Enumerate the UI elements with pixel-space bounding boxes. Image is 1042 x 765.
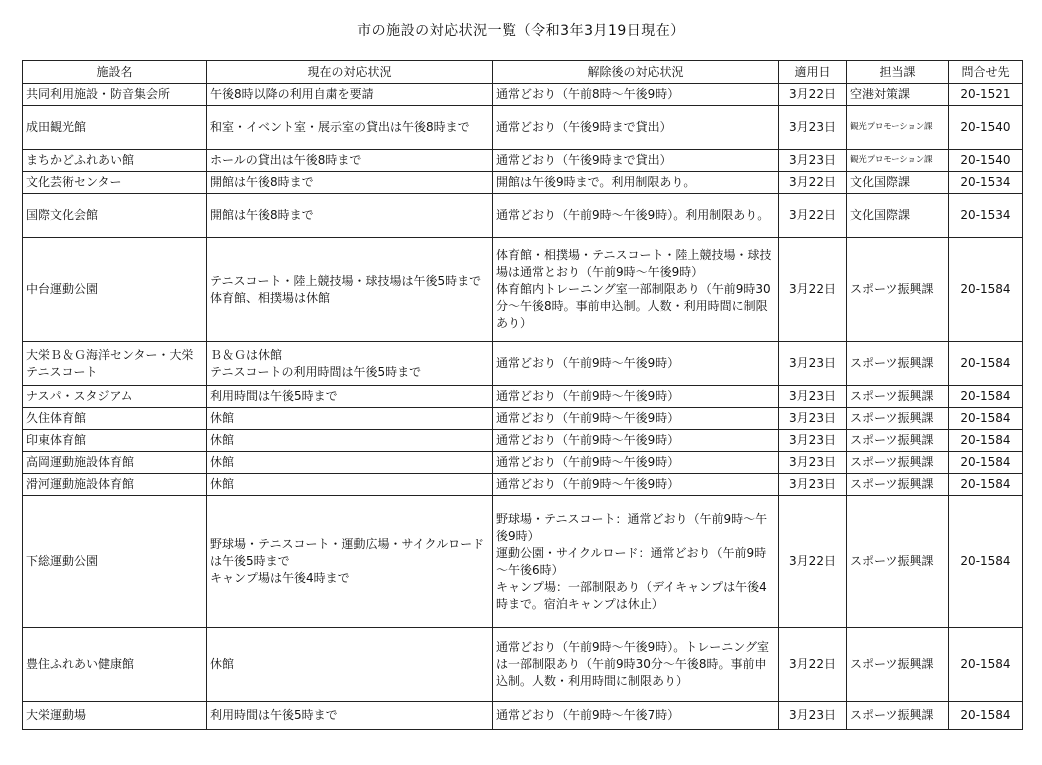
after-status-cell: 通常どおり（午前9時～午後9時）	[493, 408, 779, 430]
current-status-cell: 休館	[207, 628, 493, 702]
current-status-cell: 休館	[207, 408, 493, 430]
contact-cell: 20-1584	[949, 452, 1023, 474]
table-row	[23, 106, 1023, 150]
current-status-cell: 午後8時以降の利用自粛を要請	[207, 84, 493, 106]
effective-date-cell: 3月23日	[779, 386, 847, 408]
facility-name-cell: 成田観光館	[23, 106, 207, 150]
current-status-cell: 休館	[207, 430, 493, 452]
after-status-cell: 開館は午後9時まで。利用制限あり。	[493, 172, 779, 194]
facility-name-cell: 大栄Ｂ＆Ｇ海洋センター・大栄テニスコート	[23, 342, 207, 386]
department-cell: スポーツ振興課	[847, 702, 949, 730]
table-row	[23, 150, 1023, 172]
effective-date-cell: 3月23日	[779, 150, 847, 172]
facility-name-cell: 中台運動公園	[23, 238, 207, 342]
contact-cell: 20-1584	[949, 474, 1023, 496]
contact-cell: 20-1521	[949, 84, 1023, 106]
current-status-cell: 和室・イベント室・展示室の貸出は午後8時まで	[207, 106, 493, 150]
after-status-cell: 通常どおり（午前9時～午後9時）	[493, 452, 779, 474]
effective-date-cell: 3月22日	[779, 238, 847, 342]
table-row	[23, 84, 1023, 106]
effective-date-cell: 3月23日	[779, 106, 847, 150]
after-status-cell: 通常どおり（午後9時まで貸出）	[493, 150, 779, 172]
after-status-cell: 通常どおり（午前9時～午後9時）	[493, 474, 779, 496]
current-status-cell: 開館は午後8時まで	[207, 172, 493, 194]
contact-cell: 20-1540	[949, 106, 1023, 150]
facility-name-cell: 印東体育館	[23, 430, 207, 452]
facility-name-cell: まちかどふれあい館	[23, 150, 207, 172]
effective-date-cell: 3月23日	[779, 452, 847, 474]
contact-cell: 20-1584	[949, 430, 1023, 452]
table-row	[23, 474, 1023, 496]
effective-date-cell: 3月23日	[779, 702, 847, 730]
after-status-cell: 野球場・テニスコート：通常どおり（午前9時～午後9時） 運動公園・サイクルロード：通常どおり（午前9時～午後6時） キャンプ場：一部制限あり（デイキャンプは午後4時まで。宿泊キャンプは休止）	[493, 496, 779, 628]
department-cell: スポーツ振興課	[847, 628, 949, 702]
department-cell: スポーツ振興課	[847, 386, 949, 408]
header-facility-name: 施設名	[23, 61, 207, 84]
after-status-cell: 通常どおり（午前9時～午後9時）	[493, 386, 779, 408]
department-cell: スポーツ振興課	[847, 238, 949, 342]
table-header-row	[23, 61, 1023, 84]
table-row	[23, 702, 1023, 730]
current-status-cell: 休館	[207, 452, 493, 474]
facility-status-table	[22, 60, 1023, 730]
department-cell: 文化国際課	[847, 194, 949, 238]
table-row	[23, 452, 1023, 474]
department-cell: スポーツ振興課	[847, 474, 949, 496]
facility-name-cell: 豊住ふれあい健康館	[23, 628, 207, 702]
contact-cell: 20-1584	[949, 342, 1023, 386]
table-row	[23, 408, 1023, 430]
table-row	[23, 238, 1023, 342]
facility-name-cell: 文化芸術センター	[23, 172, 207, 194]
current-status-cell: 開館は午後8時まで	[207, 194, 493, 238]
department-cell: 文化国際課	[847, 172, 949, 194]
department-cell: スポーツ振興課	[847, 496, 949, 628]
facility-name-cell: ナスパ・スタジアム	[23, 386, 207, 408]
contact-cell: 20-1584	[949, 628, 1023, 702]
contact-cell: 20-1584	[949, 496, 1023, 628]
after-status-cell: 通常どおり（午前9時～午後9時）。利用制限あり。	[493, 194, 779, 238]
department-cell: 空港対策課	[847, 84, 949, 106]
after-status-cell: 通常どおり（午前8時～午後9時）	[493, 84, 779, 106]
table-row	[23, 172, 1023, 194]
current-status-cell: 野球場・テニスコート・運動広場・サイクルロードは午後5時まで キャンプ場は午後4時まで	[207, 496, 493, 628]
after-status-cell: 通常どおり（午前9時～午後9時）	[493, 342, 779, 386]
contact-cell: 20-1534	[949, 172, 1023, 194]
department-cell: スポーツ振興課	[847, 408, 949, 430]
contact-cell: 20-1584	[949, 386, 1023, 408]
page-title: 市の施設の対応状況一覧（令和3年3月19日現在）	[357, 23, 685, 39]
current-status-cell: 利用時間は午後5時まで	[207, 702, 493, 730]
contact-cell: 20-1584	[949, 702, 1023, 730]
header-effective-date: 適用日	[779, 61, 847, 84]
facility-name-cell: 大栄運動場	[23, 702, 207, 730]
after-status-cell: 通常どおり（午前9時～午後9時）。トレーニング室は一部制限あり（午前9時30分～午後8時。事前申込制。人数・利用時間に制限あり）	[493, 628, 779, 702]
facility-name-cell: 久住体育館	[23, 408, 207, 430]
header-department: 担当課	[847, 61, 949, 84]
facility-name-cell: 国際文化会館	[23, 194, 207, 238]
facility-name-cell: 下総運動公園	[23, 496, 207, 628]
current-status-cell: 休館	[207, 474, 493, 496]
table-row	[23, 628, 1023, 702]
facility-name-cell: 滑河運動施設体育館	[23, 474, 207, 496]
after-status-cell: 通常どおり（午前9時～午後7時）	[493, 702, 779, 730]
effective-date-cell: 3月23日	[779, 430, 847, 452]
department-cell: スポーツ振興課	[847, 430, 949, 452]
department-cell: 観光プロモーション課	[847, 150, 949, 172]
current-status-cell: ホールの貸出は午後8時まで	[207, 150, 493, 172]
table-row	[23, 496, 1023, 628]
current-status-cell: 利用時間は午後5時まで	[207, 386, 493, 408]
table-body	[23, 84, 1023, 730]
after-status-cell: 通常どおり（午前9時～午後9時）	[493, 430, 779, 452]
header-current-status: 現在の対応状況	[207, 61, 493, 84]
after-status-cell: 通常どおり（午後9時まで貸出）	[493, 106, 779, 150]
department-cell: スポーツ振興課	[847, 342, 949, 386]
effective-date-cell: 3月22日	[779, 194, 847, 238]
contact-cell: 20-1534	[949, 194, 1023, 238]
facility-name-cell: 共同利用施設・防音集会所	[23, 84, 207, 106]
effective-date-cell: 3月22日	[779, 172, 847, 194]
current-status-cell: テニスコート・陸上競技場・球技場は午後5時まで 体育館、相撲場は休館	[207, 238, 493, 342]
facility-name-cell: 高岡運動施設体育館	[23, 452, 207, 474]
effective-date-cell: 3月22日	[779, 628, 847, 702]
contact-cell: 20-1540	[949, 150, 1023, 172]
effective-date-cell: 3月23日	[779, 342, 847, 386]
effective-date-cell: 3月23日	[779, 474, 847, 496]
effective-date-cell: 3月22日	[779, 84, 847, 106]
department-cell: 観光プロモーション課	[847, 106, 949, 150]
header-after-status: 解除後の対応状況	[493, 61, 779, 84]
current-status-cell: Ｂ＆Ｇは休館 テニスコートの利用時間は午後5時まで	[207, 342, 493, 386]
contact-cell: 20-1584	[949, 408, 1023, 430]
effective-date-cell: 3月22日	[779, 496, 847, 628]
contact-cell: 20-1584	[949, 238, 1023, 342]
table-row	[23, 430, 1023, 452]
department-cell: スポーツ振興課	[847, 452, 949, 474]
effective-date-cell: 3月23日	[779, 408, 847, 430]
after-status-cell: 体育館・相撲場・テニスコート・陸上競技場・球技場は通常とおり（午前9時～午後9時） 体育館内トレーニング室一部制限あり（午前9時30分～午後8時。事前申込制。人数・利用時間に制限あり）	[493, 238, 779, 342]
table-row	[23, 342, 1023, 386]
header-contact: 問合せ先	[949, 61, 1023, 84]
table-row	[23, 194, 1023, 238]
table-row	[23, 386, 1023, 408]
